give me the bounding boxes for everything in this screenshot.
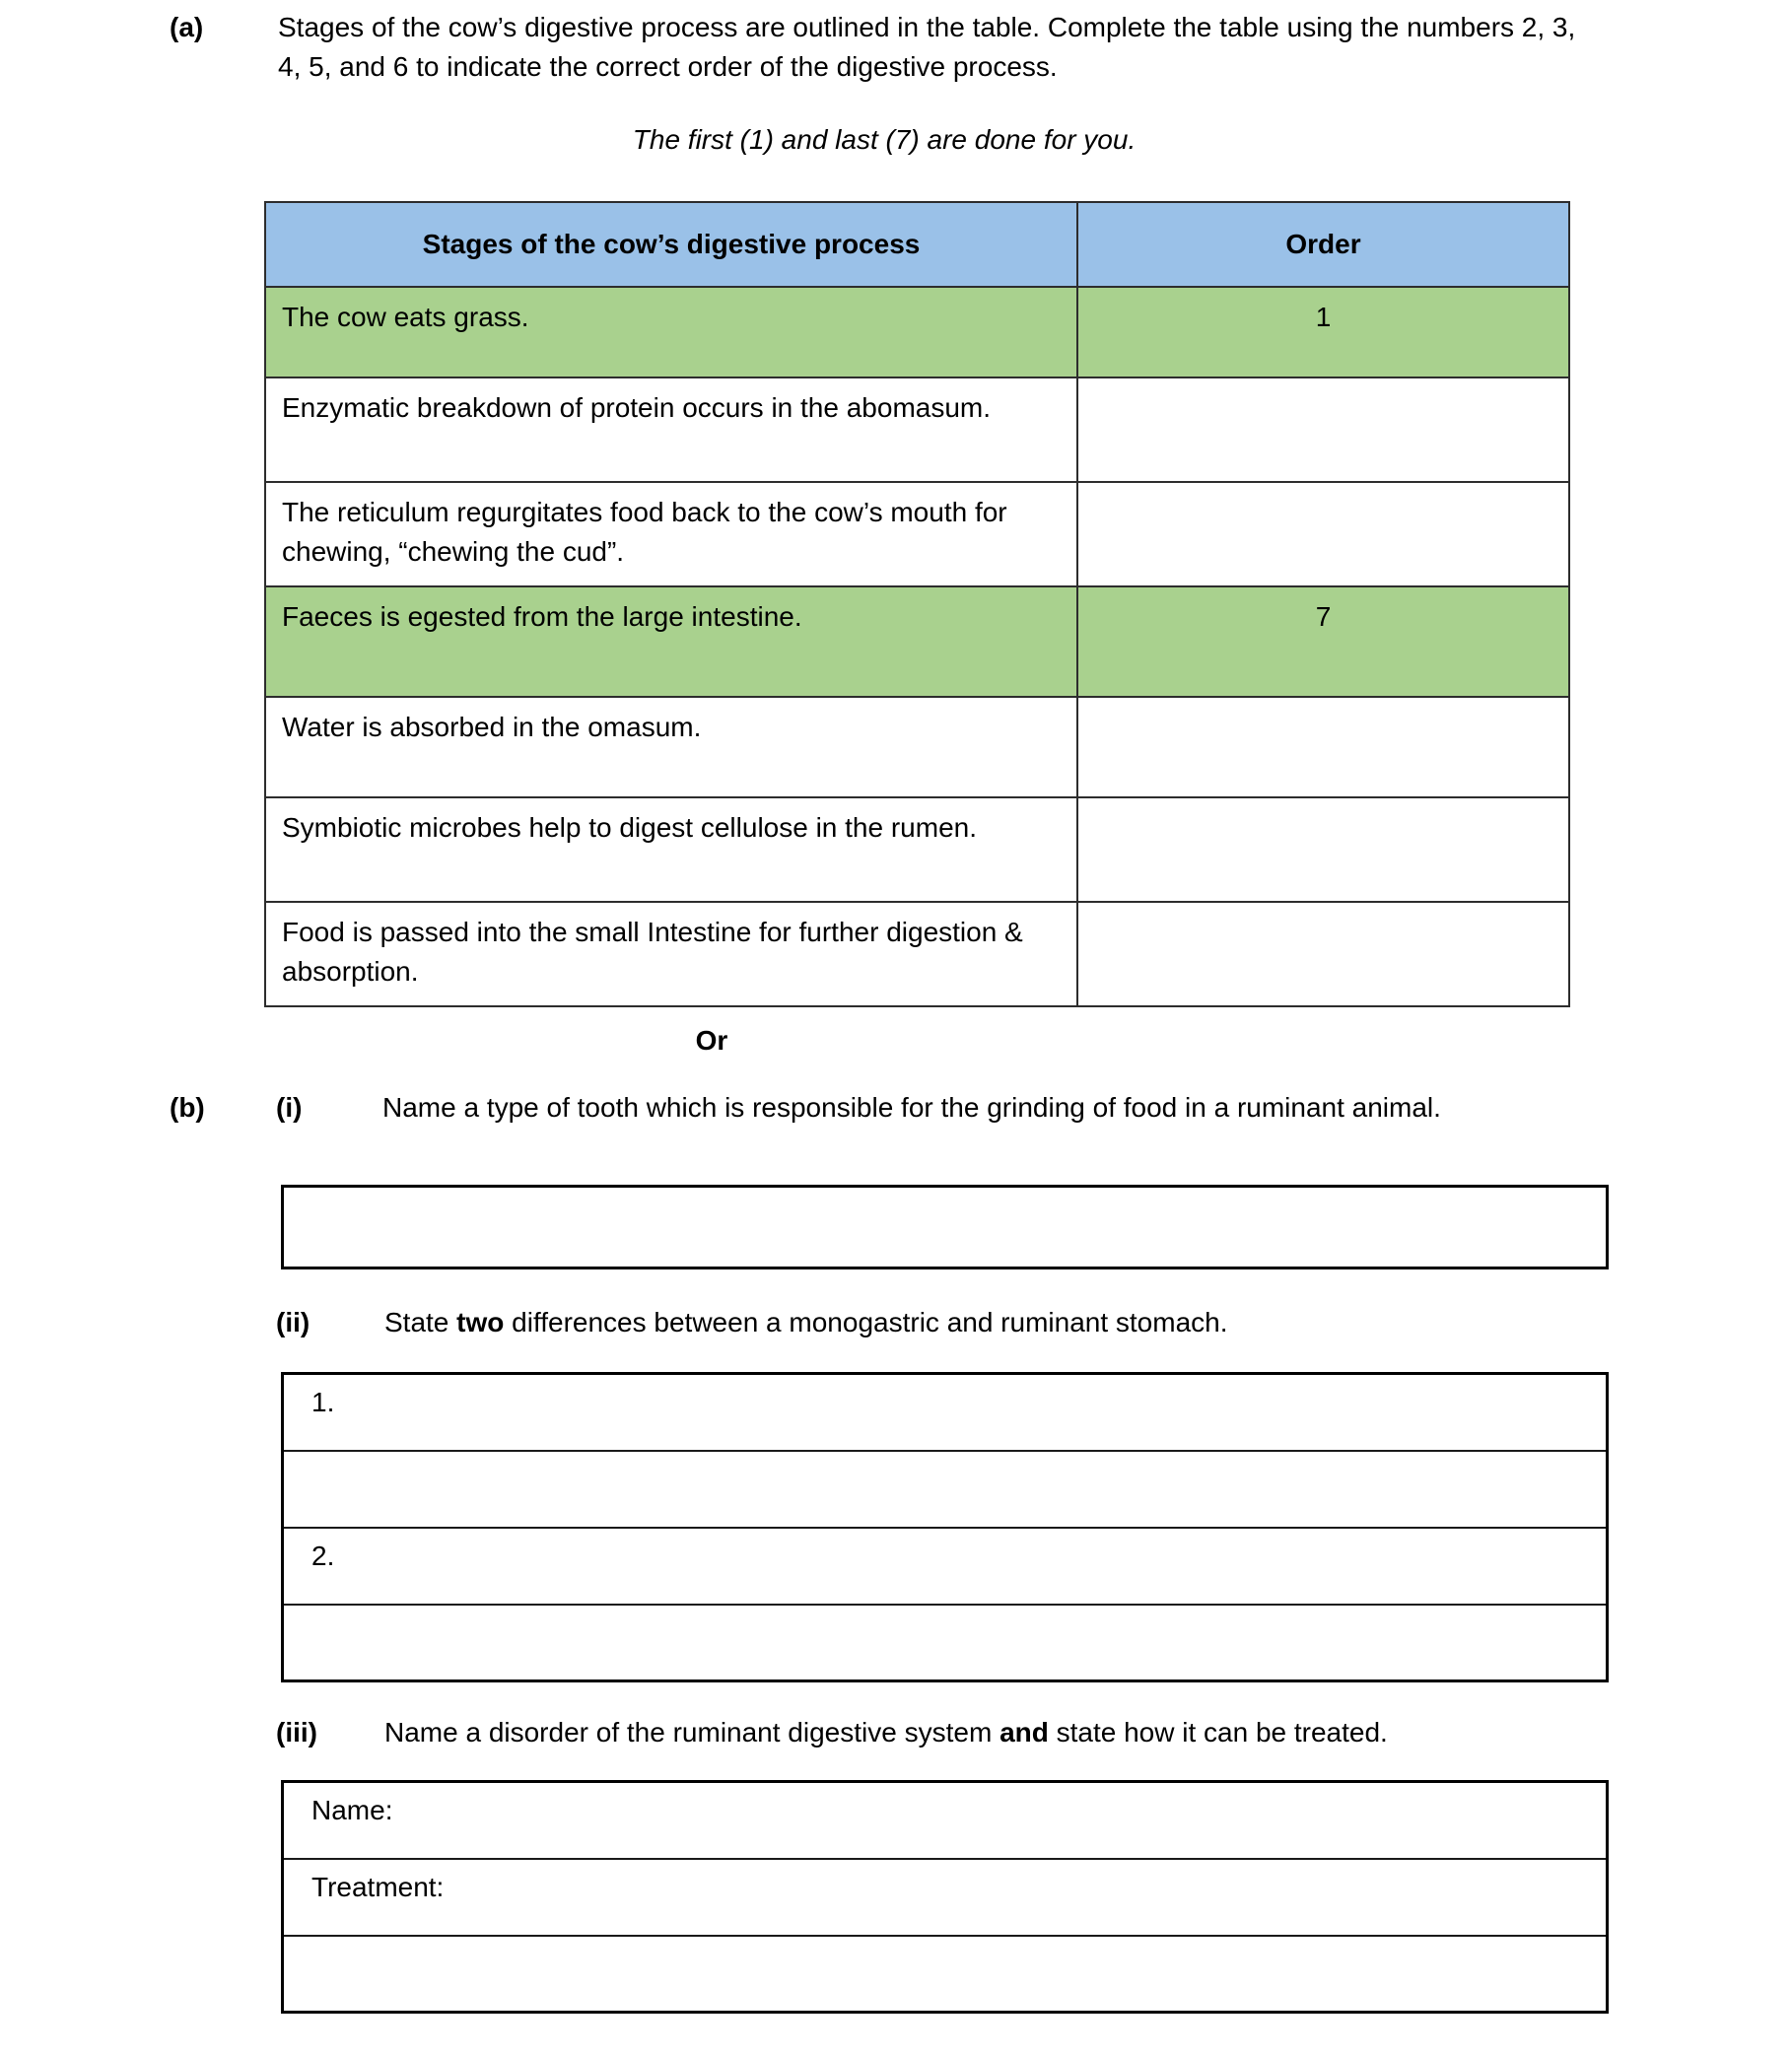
part-b-i-text: Name a type of tooth which is responsible for the grinding of food in a ruminant animal.: [382, 1092, 1441, 1123]
table-row: [265, 797, 1569, 902]
part-b-i-question: [170, 1088, 1707, 1128]
table-row: [265, 902, 1569, 1006]
part-b-iii-label: (iii): [276, 1717, 317, 1748]
answer-row-2-cont[interactable]: [283, 1605, 1608, 1681]
stage-cell: Enzymatic breakdown of protein occurs in the abomasum.: [265, 377, 1077, 482]
table-row: [283, 1374, 1608, 1451]
part-a-text: Stages of the cow’s digestive process are outlined in the table. Complete the table using the numbers 2, 3, 4, 5, and 6 to indicate the correct order of the digestive process.: [278, 12, 1576, 82]
answer-row-1-cont[interactable]: [283, 1451, 1608, 1528]
part-b-iii-question: [276, 1713, 1636, 1752]
answer-treatment-field[interactable]: Treatment:: [283, 1859, 1608, 1936]
answer-treatment-cont[interactable]: [283, 1936, 1608, 2013]
stage-cell: The cow eats grass.: [265, 287, 1077, 377]
answer-name-field[interactable]: Name:: [283, 1782, 1608, 1859]
stages-table: [264, 201, 1570, 1007]
answer-row-2[interactable]: 2.: [283, 1528, 1608, 1605]
part-b-ii-text: [384, 1303, 1626, 1342]
part-b-ii-text-after: differences between a monogastric and ruminant stomach.: [504, 1307, 1228, 1337]
order-cell[interactable]: [1077, 797, 1569, 902]
order-cell[interactable]: 7: [1077, 586, 1569, 697]
part-b-ii-text-before: State: [384, 1307, 457, 1337]
table-row: [265, 377, 1569, 482]
table-row: [283, 1528, 1608, 1605]
table-row: [265, 697, 1569, 797]
table-row: [283, 1451, 1608, 1528]
part-b-ii-label: (ii): [276, 1307, 310, 1337]
part-b-i-label: (i): [276, 1092, 303, 1123]
table-row: [283, 1936, 1608, 2013]
part-b-iii-text-before: Name a disorder of the ruminant digestive system: [384, 1717, 1000, 1748]
part-b-label: (b): [170, 1092, 205, 1123]
stage-cell: Faeces is egested from the large intestine.: [265, 586, 1077, 697]
answer-table-b-iii: [281, 1780, 1609, 2014]
order-cell[interactable]: [1077, 902, 1569, 1006]
table-row: [265, 287, 1569, 377]
part-a-label: (a): [170, 12, 204, 42]
stages-table-header-row: [265, 202, 1569, 287]
order-cell[interactable]: [1077, 482, 1569, 586]
column-header-order: Order: [1077, 202, 1569, 287]
stage-cell: Symbiotic microbes help to digest cellulose in the rumen.: [265, 797, 1077, 902]
stage-cell: The reticulum regurgitates food back to the cow’s mouth for chewing, “chewing the cud”.: [265, 482, 1077, 586]
table-row: [283, 1605, 1608, 1681]
part-a-question: [170, 8, 1707, 87]
order-cell[interactable]: [1077, 697, 1569, 797]
answer-box-b-i[interactable]: [281, 1185, 1609, 1269]
table-row: [283, 1859, 1608, 1936]
table-row: [265, 482, 1569, 586]
order-cell[interactable]: [1077, 377, 1569, 482]
part-a-note: The first (1) and last (7) are done for you.: [632, 124, 1137, 155]
table-row: [265, 586, 1569, 697]
order-cell[interactable]: 1: [1077, 287, 1569, 377]
or-separator: Or: [695, 1025, 728, 1056]
part-b-iii-text-bold: and: [999, 1717, 1049, 1748]
stage-cell: Water is absorbed in the omasum.: [265, 697, 1077, 797]
table-row: [283, 1782, 1608, 1859]
part-b-ii-text-bold: two: [456, 1307, 505, 1337]
stage-cell: Food is passed into the small Intestine for further digestion & absorption.: [265, 902, 1077, 1006]
part-b-ii-question: [276, 1303, 1636, 1342]
column-header-stage: Stages of the cow’s digestive process: [265, 202, 1077, 287]
answer-row-1[interactable]: 1.: [283, 1374, 1608, 1451]
part-b-iii-text: [384, 1713, 1626, 1752]
answer-table-b-ii: [281, 1372, 1609, 1682]
part-b-iii-text-after: state how it can be treated.: [1048, 1717, 1388, 1748]
